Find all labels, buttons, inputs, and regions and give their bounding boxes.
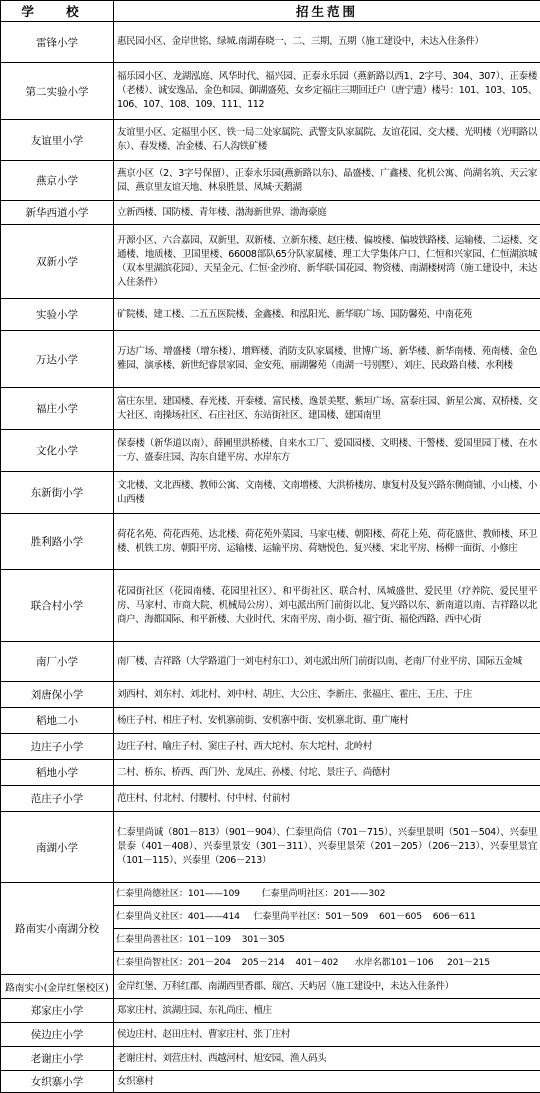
table-row bbox=[1, 1047, 540, 1071]
table-row bbox=[1, 708, 540, 734]
enrollment-area: 南厂楼、吉祥路（大学路道门一刘屯村东口）、刘屯派出所门前街以南、老南厂付业平房、国际五金城 bbox=[114, 642, 540, 682]
school-name: 万达小学 bbox=[1, 331, 114, 388]
enrollment-area: 边庄子村、喻庄子村、窦庄子村、西大坨村、东大坨村、北岭村 bbox=[114, 734, 540, 760]
enrollment-area: 保泰楼（新华道以南）、薛圃里洪桥楼、自来水工厂、爱国园楼、文明楼、干警楼、爱国里园丁楼、在水一方、盛泰庄园、沟东自建平房、水岸东方 bbox=[114, 430, 540, 472]
area-column-header: 招生范围 bbox=[114, 1, 540, 22]
school-name: 郑家庄小学 bbox=[1, 999, 114, 1023]
table-row bbox=[1, 331, 540, 388]
enrollment-area: 矿院楼、建工楼、二五五医院楼、金鑫楼、和泓阳光、新华联广场、国防馨苑、中南花苑 bbox=[114, 299, 540, 331]
table-row bbox=[1, 734, 540, 760]
school-name: 南湖小学 bbox=[1, 812, 114, 883]
enrollment-area: 万达广场、增盛楼（增东楼）、增辉楼、消防支队家属楼、世博广场、新华楼、新华南楼、苑南楼、金色雅园、演承楼、新世纪睿景家园、金安苑、丽湖馨苑（南湖一号别墅）、刘庄、民政路自楼、水利楼 bbox=[114, 331, 540, 388]
school-name: 胜利路小学 bbox=[1, 514, 114, 570]
enrollment-area: 燕京小区（2、3字号保留）、正泰永乐园(燕新路以东)、晶盛楼、广鑫楼、化机公寓、尚湖名筑、天云家园、燕京里友谊天地、林泉胜景、凤城·天鹅湖 bbox=[114, 161, 540, 201]
school-name: 燕京小学 bbox=[1, 161, 114, 201]
enrollment-area: 文北楼、文北西楼、教师公寓、文南楼、文南增楼、大洪桥楼房、康复村及复兴路东侧商铺、小山楼、小山西楼 bbox=[114, 472, 540, 514]
table-row bbox=[1, 999, 540, 1023]
enrollment-area: 仁泰里尚德社区：101——109 仁泰里尚明社区：201——302 bbox=[114, 883, 540, 906]
school-name: 新华西道小学 bbox=[1, 201, 114, 225]
school-name: 友谊里小学 bbox=[1, 120, 114, 161]
table-row bbox=[1, 388, 540, 430]
school-name: 实验小学 bbox=[1, 299, 114, 331]
enrollment-area: 开源小区、六合嘉园、双新里、双新楼、立新东楼、赵庄楼、偏坡楼、偏坡铁路楼、运输楼、二运楼、交通楼、地质楼、卫国里楼、66008部队65分队家属楼、理工大学集体户口、仁恒和兴家园、仁恒湖滨城（双本里湖滨花园）、天星金元、仁恒·金沙府、新华联·国花园、物资楼、南湖楼树湾（施工建设中，未达入住条件） bbox=[114, 225, 540, 299]
table-row bbox=[1, 812, 540, 883]
table-row bbox=[1, 22, 540, 63]
school-name: 范庄子小学 bbox=[1, 786, 114, 812]
enrollment-area: 惠民园小区、金岸世铭、绿城.南湖春晓一、二、三期、五期（施工建设中，未达入住条件） bbox=[114, 22, 540, 63]
school-name: 稻地二小 bbox=[1, 708, 114, 734]
school-name: 文化小学 bbox=[1, 430, 114, 472]
enrollment-area: 二村、桥东、桥西、西门外、龙凤庄、孙楼、付坨、景庄子、尚德村 bbox=[114, 760, 540, 786]
table-row bbox=[1, 975, 540, 999]
table-row bbox=[1, 299, 540, 331]
enrollment-area: 富庄东里、建国楼、春光楼、开泰楼、富民楼、逸景美墅、紫垣广场、富泰庄园、新星公寓、双桥楼、交大社区、南操场社区、石庄社区、东站街社区、建国楼、建国南里 bbox=[114, 388, 540, 430]
table-row bbox=[1, 201, 540, 225]
school-name: 老谢庄小学 bbox=[1, 1047, 114, 1071]
school-name: 侯边庄小学 bbox=[1, 1023, 114, 1047]
enrollment-area: 仁泰里尚诚（801－813）（901－904）、仁泰里尚信（701－715）、兴泰里景明（501－504）、兴泰里景泰（401－408）、兴泰里景安（301－311）、兴泰里景荣（201－205）（206－213）、兴泰里景宜（101－115）、兴泰里（206－213） bbox=[114, 812, 540, 883]
table-row bbox=[1, 642, 540, 682]
table-row bbox=[1, 472, 540, 514]
table-header-row bbox=[1, 1, 540, 22]
table-row bbox=[1, 786, 540, 812]
table-row bbox=[1, 161, 540, 201]
enrollment-area: 立新西楼、国防楼、青年楼、渤海新世界、渤海豪庭 bbox=[114, 201, 540, 225]
table-row bbox=[1, 1071, 540, 1093]
table-row bbox=[1, 883, 540, 906]
table-row bbox=[1, 760, 540, 786]
school-column-header: 学 校 bbox=[1, 1, 114, 22]
enrollment-area: 女织寨村 bbox=[114, 1071, 540, 1093]
school-name: 联合村小学 bbox=[1, 570, 114, 642]
school-name: 第二实验小学 bbox=[1, 63, 114, 120]
school-name: 刘唐保小学 bbox=[1, 682, 114, 708]
school-name: 女织寨小学 bbox=[1, 1071, 114, 1093]
enrollment-area: 老谢庄村、刘营庄村、西越河村、旭安园、渔人码头 bbox=[114, 1047, 540, 1071]
enrollment-area: 金岸红堡、万科红郡、南湖西里香郡、瑞宫、天屿居（施工建设中，未达入住条件） bbox=[114, 975, 540, 999]
table-row bbox=[1, 225, 540, 299]
school-name: 路南实小(金岸红堡校区) bbox=[1, 975, 114, 999]
school-name: 东新街小学 bbox=[1, 472, 114, 514]
school-name: 双新小学 bbox=[1, 225, 114, 299]
enrollment-area: 杨庄子村、相庄子村、安机寨前街、安机寨中街、安机寨北街、重广庵村 bbox=[114, 708, 540, 734]
enrollment-area: 仁泰里尚义社区：401——414 仁泰里尚平社区：501－509 601－605 606－611 bbox=[114, 906, 540, 929]
table-row bbox=[1, 430, 540, 472]
enrollment-area: 范庄村、付北村、付腰村、付中村、付前村 bbox=[114, 786, 540, 812]
enrollment-area: 友谊里小区、定福里小区、铁一局二处家属院、武警支队家属院、友谊花园、交大楼、光明楼（光明路以东）、春发楼、冶金楼、石人沟铁矿楼 bbox=[114, 120, 540, 161]
school-name: 雷锋小学 bbox=[1, 22, 114, 63]
school-name: 边庄子小学 bbox=[1, 734, 114, 760]
enrollment-area: 仁泰里尚善社区：101－109 301－305 bbox=[114, 929, 540, 952]
school-name: 稻地小学 bbox=[1, 760, 114, 786]
enrollment-area: 郑家庄村、滨湖庄园、东礼尚庄、檀庄 bbox=[114, 999, 540, 1023]
table-row bbox=[1, 570, 540, 642]
table-row bbox=[1, 514, 540, 570]
enrollment-area: 仁泰里尚智社区：201－204 205－214 401－402 水岸名都101－106 201－215 bbox=[114, 952, 540, 975]
school-name: 南厂小学 bbox=[1, 642, 114, 682]
table-row bbox=[1, 682, 540, 708]
enrollment-area: 荷花名苑、荷花西苑、达北楼、荷花苑外菜园、马家屯楼、朝阳楼、荷花上苑、荷花盛世、教师楼、环卫楼、机铁工房、朝阳平房、运输楼、运输平房、荷塘悦色、复兴楼、宋北平房、杨柳一面街、小修庄 bbox=[114, 514, 540, 570]
table-row bbox=[1, 1023, 540, 1047]
enrollment-area: 花园街社区（花园南楼、花园里社区）、和平街社区、联合村、凤城盛世、爱民里（疗养院、爱民里平房、马家村、市商大院、机械局公房）、刘屯派出所门前街以北、复兴路以东、新南道以南、吉祥路以北商户、海都国际、和平新楼、大业时代、宋南平房、南小街、福宁街、福伦西路、西中心街 bbox=[114, 570, 540, 642]
school-name: 福庄小学 bbox=[1, 388, 114, 430]
table-row bbox=[1, 120, 540, 161]
enrollment-area: 福乐园小区、龙湖泓庭、风华时代、福兴园、正泰永乐园（燕新路以西1、2字号、304、307）、正泰楼（老楼）、诚安逸品、金色和园、御湖盛苑、女乡定福庄三期回迁户（唐宁遗）楼号：101、103、105、106、107、108、109、111、112 bbox=[114, 63, 540, 120]
enrollment-area: 侯边庄村、赵田庄村、曹家庄村、张丁庄村 bbox=[114, 1023, 540, 1047]
enrollment-area: 刘西村、刘东村、刘北村、刘中村、胡庄、大公庄、李新庄、张福庄、霍庄、王庄、于庄 bbox=[114, 682, 540, 708]
table-row bbox=[1, 63, 540, 120]
school-name: 路南实小南湖分校 bbox=[1, 883, 114, 975]
